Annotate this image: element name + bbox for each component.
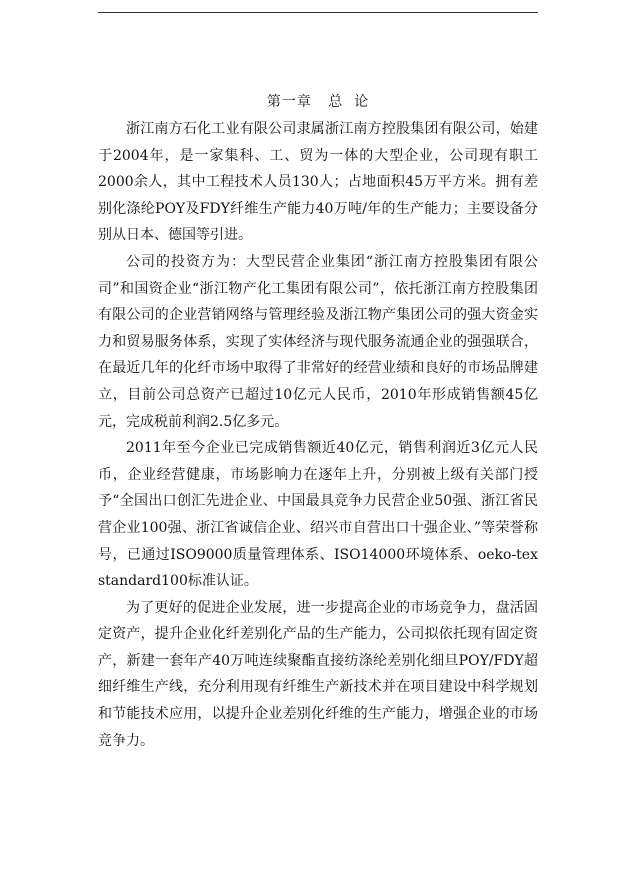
- chapter-title: 第一章 总 论: [266, 94, 370, 110]
- paragraph-project-purpose: 为了更好的促进企业发展，进一步提高企业的市场竞争力，盘活固定资产，提升企业化纤差别化产品的生产能力，公司拟依托现有固定资产，新建一套年产40万吨连续聚酯直接纺涤纶差别化细旦POY/FDY超细纤维生产线，充分利用现有纤维生产新技术并在项目建设中科学规划和节能技术应用，以提升企业差别化纤维的生产能力，增强企业的市场竞争力。: [98, 599, 538, 749]
- paragraph-investors: 公司的投资方为：大型民营企业集团“浙江南方控股集团有限公司”和国资企业“浙江物产化工集团有限公司”，依托浙江南方控股集团有限公司的企业营销网络与管理经验及浙江物产集团公司的强大资金实力和贸易服务体系，实现了实体经济与现代服务流通企业的强强联合，在最近几年的化纤市场中取得了非常好的经营业绩和良好的市场品牌建立，目前公司总资产已超过10亿元人民币，2010年形成销售额45亿元，完成税前利润2.5亿多元。: [98, 253, 538, 430]
- paragraph-company-profile: 浙江南方石化工业有限公司隶属浙江南方控股集团有限公司，始建于2004年，是一家集科、工、贸为一体的大型企业，公司现有职工2000余人，其中工程技术人员130人；占地面积45万平方米。拥有差别化涤纶POY及FDY纤维生产能力40万吨/年的生产能力；主要设备分别从日本、德国等引进。: [98, 121, 538, 244]
- header-rule: [98, 12, 538, 13]
- document-body: [98, 116, 538, 754]
- paragraph-achievements: 2011年至今企业已完成销售额近40亿元，销售利润近3亿元人民币，企业经营健康，市场影响力在逐年上升，分别被上级有关部门授予“全国出口创汇先进企业、中国最具竞争力民营企业50强、浙江省民营企业100强、浙江省诚信企业、绍兴市自营出口十强企业、”等荣誉称号，已通过ISO9000质量管理体系、ISO14000环境体系、oeko-tex standard100标准认证。: [98, 440, 538, 590]
